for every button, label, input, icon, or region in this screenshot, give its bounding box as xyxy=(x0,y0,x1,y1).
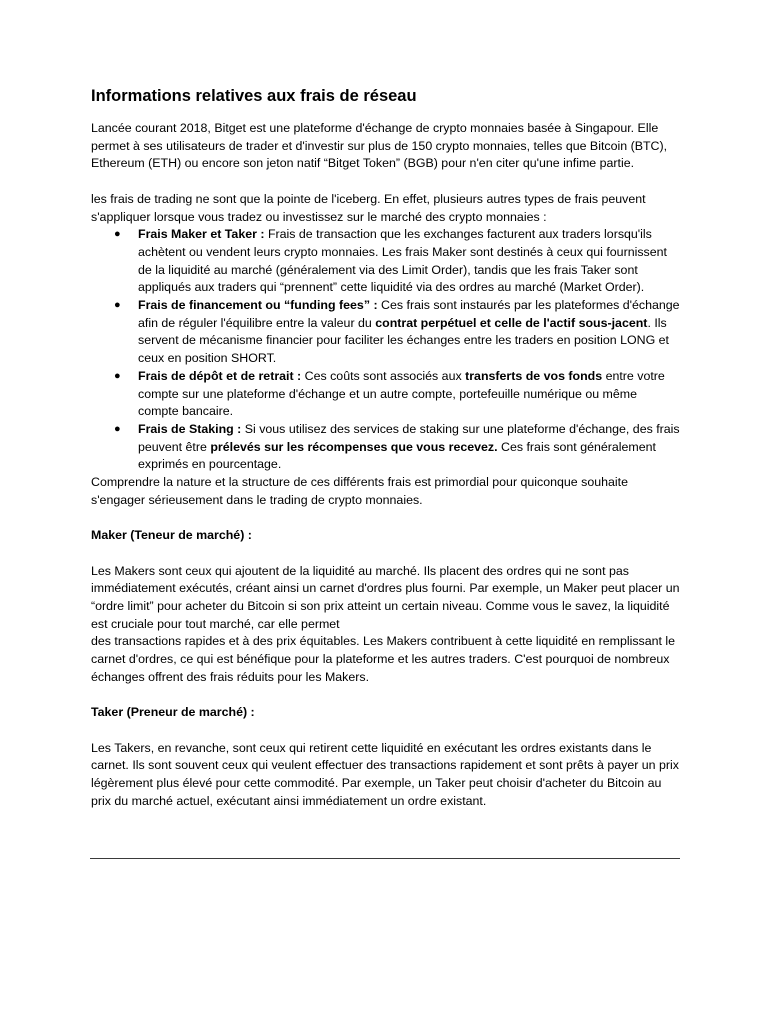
paragraph-gap xyxy=(91,545,680,563)
bullet-text: Ces frais sont généralement exprimés en pourcentage. xyxy=(138,439,656,472)
paragraph-gap xyxy=(91,686,680,704)
bullet-emphasis: contrat perpétuel et celle de l'actif sous-jacent xyxy=(375,315,648,330)
list-item-maker-taker-fees xyxy=(114,226,680,297)
taker-paragraph: Les Takers, en revanche, sont ceux qui retirent cette liquidité en exécutant les ordres existants dans le carnet. Ils sont souvent ceux qui veulent effectuer des transactions rapidement et sont prêts à payer un prix légèrement plus élevé pour cette commodité. Par exemple, un Taker peut choisir d'acheter du Bitcoin au prix du marché actuel, exécutant ainsi immédiatement un ordre existant. xyxy=(91,740,679,808)
document-page xyxy=(91,85,680,810)
maker-paragraph-1: Les Makers sont ceux qui ajoutent de la liquidité au marché. Ils placent des ordres qui ne sont pas immédiatement exécutés, créant ainsi un carnet d'ordres plus fourni. Par exemple, un Maker peut placer un “ordre limit” pour acheter du Bitcoin si son prix atteint un certain niveau. Comme vous le savez, la liquidité est cruciale pour tout marché, car elle permet xyxy=(91,563,680,631)
list-item-deposit-withdrawal-fees xyxy=(114,368,680,421)
taker-heading: Taker (Preneur de marché) : xyxy=(91,705,255,720)
bullet-text: Si vous utilisez des services de staking sur une plateforme d'échange, des frais peuvent être xyxy=(138,421,680,454)
bullet-icon: ● xyxy=(114,299,121,312)
bullet-icon: ● xyxy=(114,369,121,382)
bullet-term: Frais Maker et Taker : xyxy=(138,227,265,242)
paragraph-gap xyxy=(91,722,680,740)
paragraph-gap xyxy=(91,509,680,527)
bullet-icon: ● xyxy=(114,228,121,241)
document-title: Informations relatives aux frais de réseau xyxy=(91,87,417,105)
bullet-icon: ● xyxy=(114,422,121,435)
bullet-emphasis: prélevés sur les récompenses que vous recevez. xyxy=(210,439,498,454)
list-item-staking-fees xyxy=(114,421,680,474)
fees-intro-paragraph: les frais de trading ne sont que la pointe de l'iceberg. En effet, plusieurs autres types de frais peuvent s'appliquer lorsque vous tradez ou investissez sur le marché des crypto monnaies : xyxy=(91,191,646,224)
bullet-term: Frais de Staking : xyxy=(138,421,242,436)
intro-paragraph: Lancée courant 2018, Bitget est une plateforme d'échange de crypto monnaies basée à Singapour. Elle permet à ses utilisateurs de trader et d'investir sur plus de 150 crypto monnaies, telles que Bitcoin (BTC), Ethereum (ETH) ou encore son jeton natif “Bitget Token” (BGB) pour n'en citer qu'une infime partie. xyxy=(91,121,668,171)
fee-types-list xyxy=(91,226,680,474)
bullet-text: Ces coûts sont associés aux xyxy=(301,368,466,383)
bullet-term: Frais de dépôt et de retrait : xyxy=(138,368,302,383)
maker-heading: Maker (Teneur de marché) : xyxy=(91,528,252,543)
conclusion-paragraph: Comprendre la nature et la structure de ces différents frais est primordial pour quiconque souhaite s'engager sérieusement dans le trading de crypto monnaies. xyxy=(91,475,628,507)
list-item-funding-fees xyxy=(114,297,680,368)
bullet-text: . Ils servent de mécanisme financier pour faciliter les échanges entre les traders en position LONG et ceux en position SHORT. xyxy=(138,315,670,366)
bullet-text: Ces frais sont instaurés par les plateformes d'échange afin de réguler l'équilibre entre la valeur du xyxy=(138,298,680,330)
bullet-emphasis: transferts de vos fonds xyxy=(465,368,603,383)
paragraph-gap xyxy=(91,173,680,191)
bottom-divider xyxy=(90,858,680,859)
bullet-term: Frais de financement ou “funding fees” : xyxy=(138,298,378,313)
bullet-text: Frais de transaction que les exchanges facturent aux traders lorsqu'ils achètent ou vendent leurs crypto monnaies. Les frais Maker sont destinés à ceux qui fournissent de la liquidité au marché (généralement via des Limit Order), tandis que les frais Taker sont appliqués aux traders qui “prennent” cette liquidité via des ordres au marché (Market Order). xyxy=(138,227,667,295)
maker-paragraph-2: des transactions rapides et à des prix équitables. Les Makers contribuent à cette liquidité en remplissant le carnet d'ordres, ce qui est bénéfique pour la plateforme et les autres traders. C'est pourquoi de nombreux échanges offrent des frais réduits pour les Makers. xyxy=(91,634,676,684)
bullet-text: entre votre compte sur une plateforme d'échange et un autre compte, portefeuille numérique ou même compte bancaire. xyxy=(138,368,665,419)
